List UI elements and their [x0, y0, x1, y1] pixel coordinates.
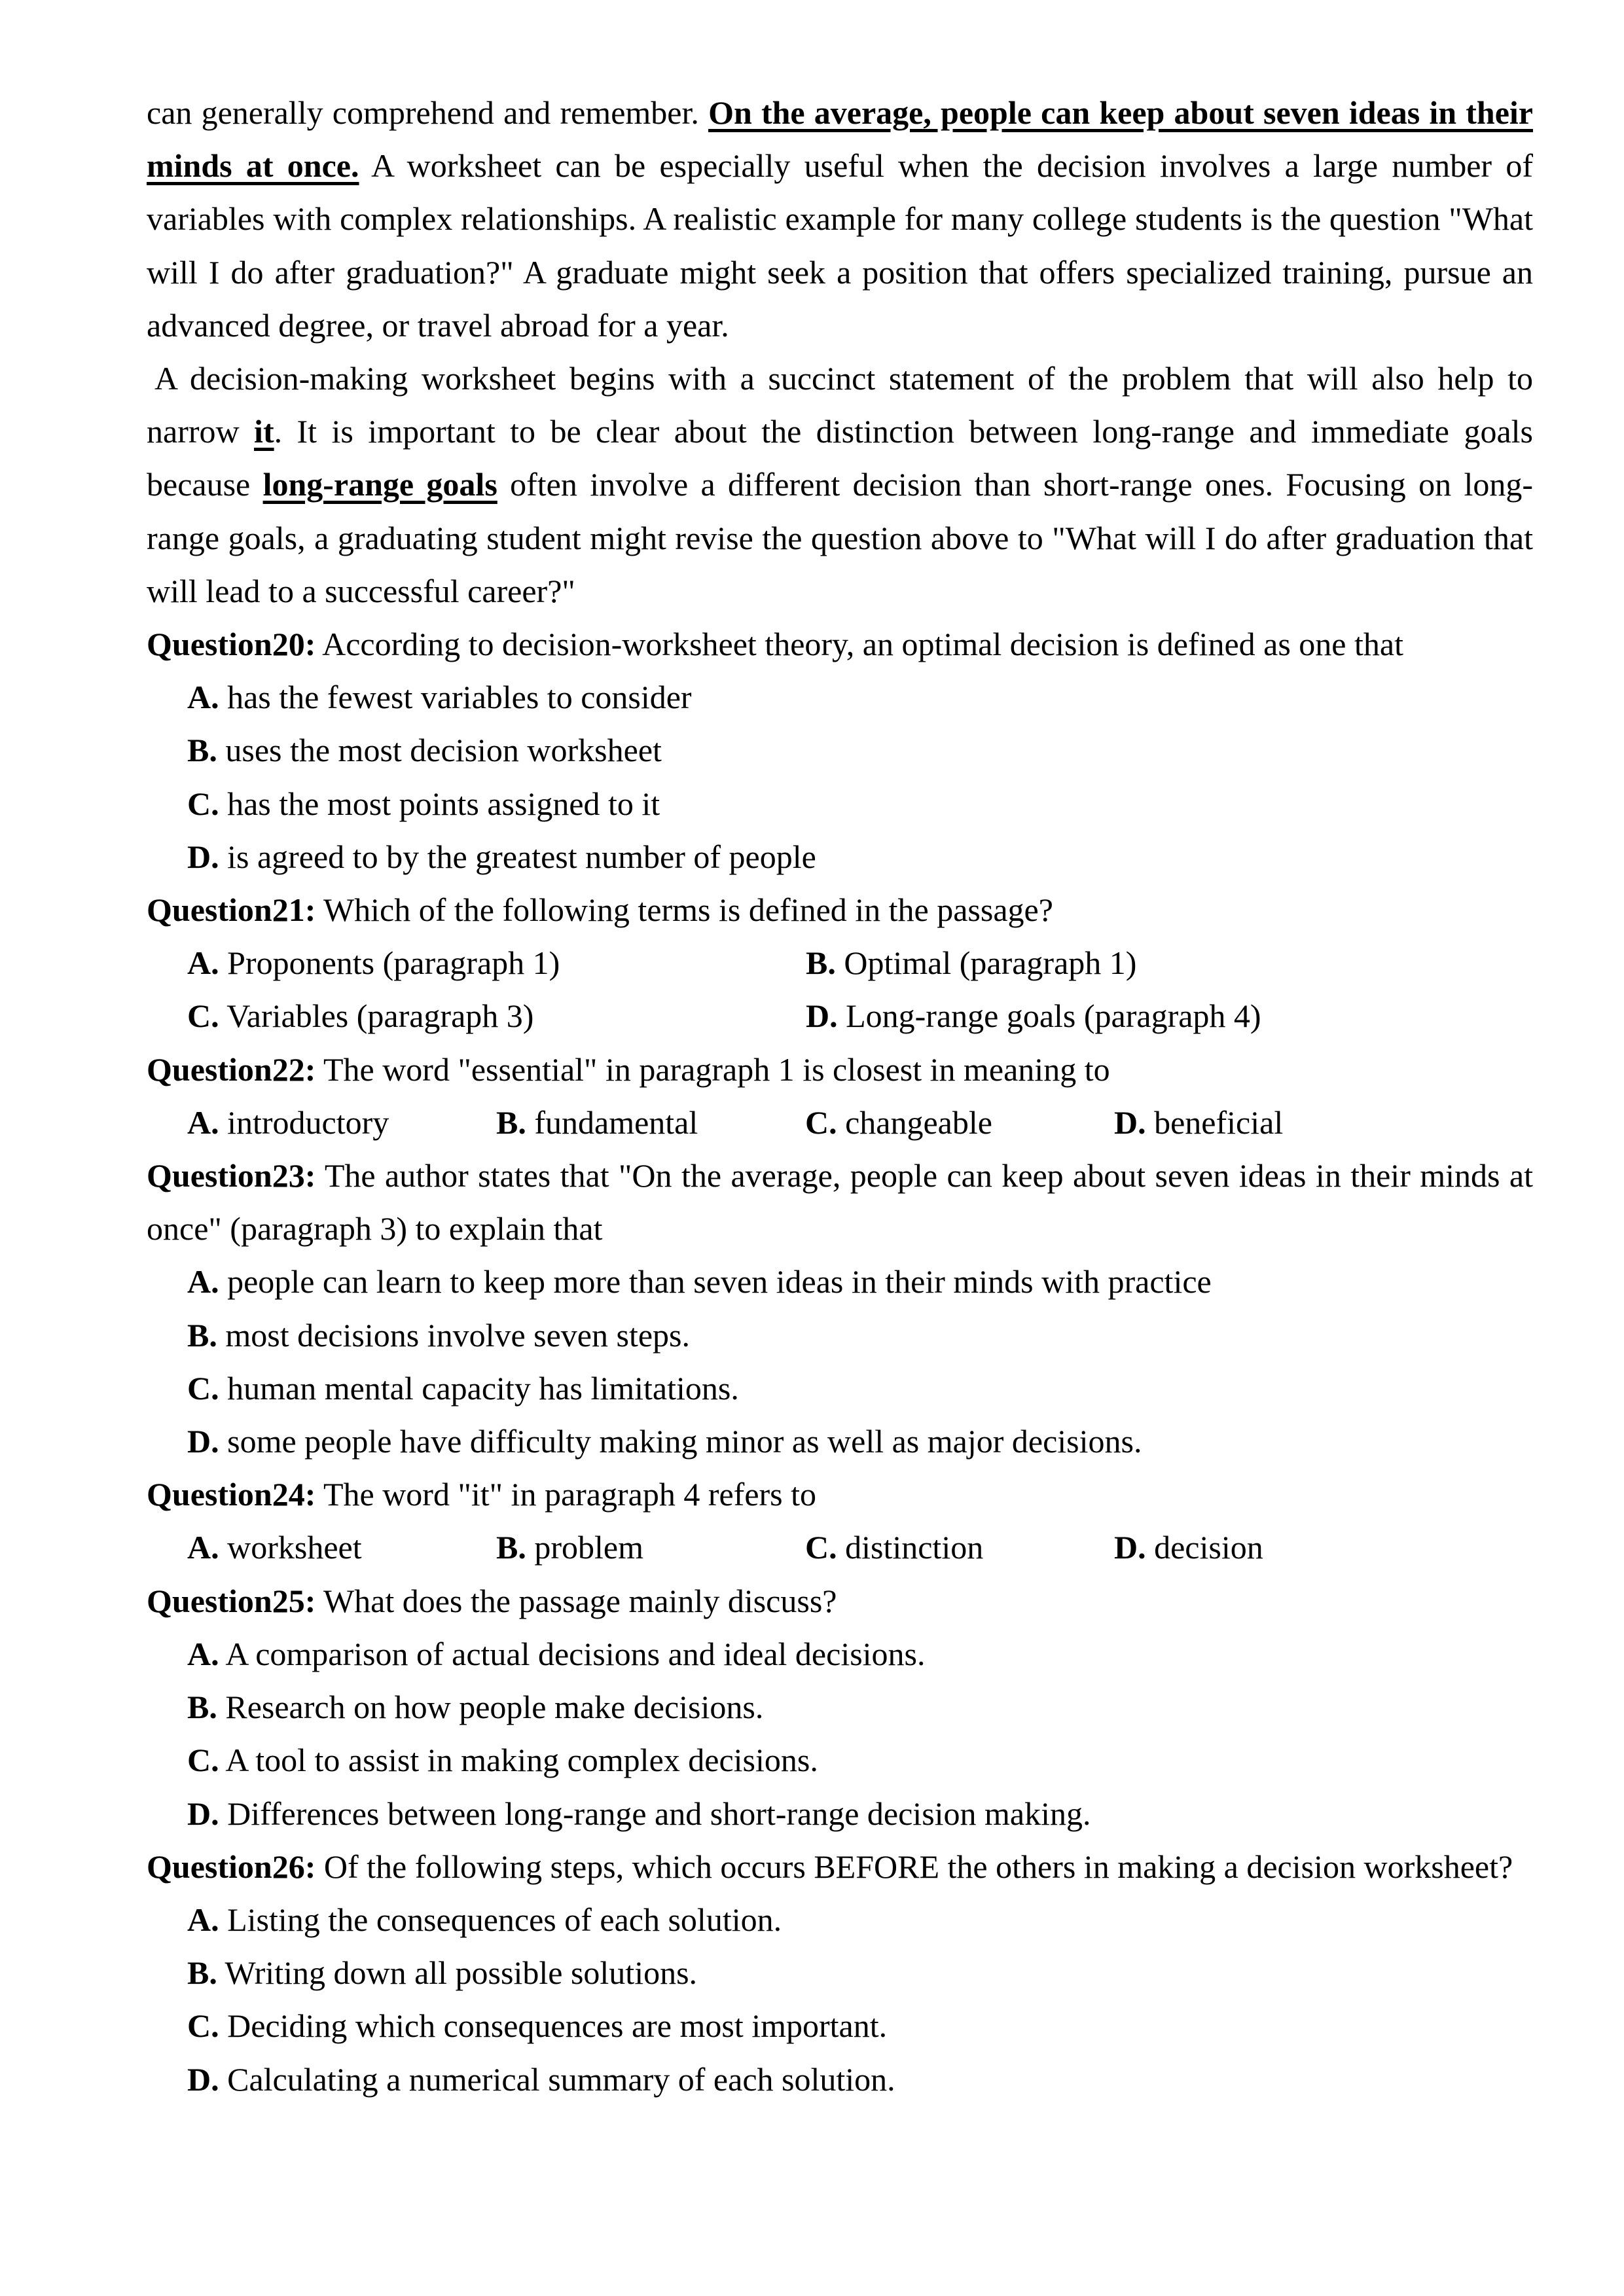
option-text: Deciding which consequences are most important. [219, 2007, 888, 2045]
question-26 [147, 1840, 1533, 2106]
question-20 [147, 618, 1533, 884]
option-text: human mental capacity has limitations. [219, 1369, 739, 1407]
option-letter: D. [806, 997, 838, 1035]
option-b[interactable] [187, 1681, 1533, 1734]
option-c[interactable] [187, 1734, 1533, 1787]
highlighted-sentence: On the average, people can keep about seven ideas in their minds at once. [147, 94, 1533, 185]
option-text: Listing the consequences of each solution. [219, 1901, 782, 1938]
question-text: Of the following steps, which occurs BEFORE the others in making a decision worksheet? [316, 1848, 1513, 1885]
question-stem [147, 1043, 1533, 1096]
option-letter: B. [806, 944, 836, 982]
option-c[interactable] [187, 990, 806, 1043]
question-25 [147, 1575, 1533, 1840]
option-b[interactable] [496, 1096, 805, 1149]
question-text: According to decision-worksheet theory, an optimal decision is defined as one that [316, 626, 1403, 663]
question-stem [147, 1840, 1533, 1893]
option-d[interactable] [187, 1787, 1533, 1840]
question-label: Question25: [147, 1582, 316, 1619]
option-a[interactable] [187, 1628, 1533, 1681]
question-text: The word "it" in paragraph 4 refers to [316, 1476, 817, 1513]
option-text: changeable [837, 1103, 992, 1141]
passage-paragraph-4 [147, 352, 1533, 618]
paragraph-text: often involve a different decision than short-range ones. Focusing on long-range goals, a graduating student might revise the question above to "What will I do after graduation that will lead to a successful career?" [147, 466, 1533, 609]
paragraph-text: A decision-making worksheet begins with a succinct statement of the problem that will also help to narrow [147, 360, 1533, 450]
option-letter: C. [187, 785, 219, 822]
option-letter: A. [187, 944, 219, 982]
question-text: The word "essential" in paragraph 1 is closest in meaning to [316, 1050, 1110, 1088]
option-letter: B. [187, 732, 217, 769]
question-label: Question21: [147, 891, 316, 929]
option-letter: A. [187, 1263, 219, 1300]
option-d[interactable] [1114, 1096, 1423, 1149]
question-21 [147, 884, 1533, 1043]
option-letter: A. [187, 1103, 219, 1141]
option-a[interactable] [187, 1255, 1533, 1308]
option-text: Proponents (paragraph 1) [219, 944, 560, 982]
option-text: Calculating a numerical summary of each solution. [219, 2060, 895, 2098]
option-c[interactable] [805, 1521, 1114, 1574]
option-a[interactable] [187, 671, 1533, 724]
options-list [147, 671, 1533, 884]
options-list [147, 1255, 1533, 1468]
question-24 [147, 1468, 1533, 1574]
option-text: decision [1146, 1529, 1263, 1566]
option-letter: A. [187, 1635, 219, 1672]
option-text: has the most points assigned to it [219, 785, 660, 822]
option-letter: D. [187, 1423, 219, 1460]
option-a[interactable] [187, 1096, 496, 1149]
option-c[interactable] [187, 2000, 1533, 2053]
option-text: beneficial [1146, 1103, 1284, 1141]
question-label: Question23: [147, 1157, 316, 1194]
question-stem [147, 1468, 1533, 1521]
option-text: uses the most decision worksheet [217, 732, 662, 769]
question-22 [147, 1043, 1533, 1149]
option-letter: D. [187, 2060, 219, 2098]
option-c[interactable] [805, 1096, 1114, 1149]
option-d[interactable] [187, 831, 1533, 884]
option-letter: B. [496, 1103, 526, 1141]
option-letter: C. [805, 1529, 837, 1566]
option-b[interactable] [496, 1521, 805, 1574]
option-letter: C. [805, 1103, 837, 1141]
question-text: Which of the following terms is defined in the passage? [316, 891, 1053, 929]
option-b[interactable] [187, 1309, 1533, 1362]
question-stem [147, 1149, 1533, 1255]
option-text: distinction [837, 1529, 984, 1566]
paragraph-text: can generally comprehend and remember. [147, 94, 709, 131]
option-text: people can learn to keep more than seven ideas in their minds with practice [219, 1263, 1212, 1300]
option-letter: B. [187, 1954, 217, 1992]
option-text: Writing down all possible solutions. [217, 1954, 698, 1992]
options-list [147, 1893, 1533, 2106]
option-letter: D. [187, 838, 219, 875]
paragraph-text: . It is important to be clear about the distinction between long-range and immediate goals because [147, 413, 1533, 503]
option-text: most decisions involve seven steps. [217, 1316, 691, 1354]
option-c[interactable] [187, 778, 1533, 831]
option-b[interactable] [187, 1946, 1533, 2000]
question-stem [147, 618, 1533, 671]
option-letter: D. [1114, 1103, 1146, 1141]
passage-paragraph-3 [147, 86, 1533, 352]
question-23 [147, 1149, 1533, 1468]
option-letter: C. [187, 1742, 219, 1779]
option-b[interactable] [806, 937, 1424, 990]
highlighted-word-it: it [254, 413, 274, 450]
option-text: fundamental [526, 1103, 698, 1141]
question-label: Question24: [147, 1476, 316, 1513]
question-label: Question26: [147, 1848, 316, 1885]
options-grid [147, 937, 1533, 1043]
option-text: has the fewest variables to consider [219, 679, 692, 716]
option-text: worksheet [219, 1529, 362, 1566]
option-d[interactable] [1114, 1521, 1423, 1574]
option-a[interactable] [187, 937, 806, 990]
question-text: The author states that "On the average, people can keep about seven ideas in their minds at once" (paragraph 3) to explain that [147, 1157, 1533, 1247]
question-label: Question22: [147, 1050, 316, 1088]
option-d[interactable] [806, 990, 1424, 1043]
option-text: is agreed to by the greatest number of people [219, 838, 816, 875]
option-letter: B. [496, 1529, 526, 1566]
option-text: Variables (paragraph 3) [219, 997, 534, 1035]
option-text: A tool to assist in making complex decisions. [219, 1742, 818, 1779]
option-a[interactable] [187, 1521, 496, 1574]
option-text: problem [526, 1529, 643, 1566]
option-text: Long-range goals (paragraph 4) [837, 997, 1261, 1035]
option-letter: B. [187, 1689, 217, 1726]
option-letter: D. [1114, 1529, 1146, 1566]
paragraph-text: A worksheet can be especially useful when the decision involves a large number of variables with complex relationships. A realistic example for many college students is the question "What will I do after graduation?" A graduate might seek a position that offers specialized training, pursue an advanced degree, or travel abroad for a year. [147, 147, 1533, 344]
option-d[interactable] [187, 1415, 1533, 1468]
option-b[interactable] [187, 724, 1533, 777]
document-page [147, 86, 1533, 2106]
option-letter: A. [187, 1529, 219, 1566]
option-text: Optimal (paragraph 1) [835, 944, 1137, 982]
option-c[interactable] [187, 1362, 1533, 1415]
option-letter: A. [187, 679, 219, 716]
option-letter: A. [187, 1901, 219, 1938]
highlighted-phrase-long-range-goals: long-range goals [262, 466, 497, 503]
option-text: A comparison of actual decisions and ideal decisions. [219, 1635, 926, 1672]
question-stem [147, 1575, 1533, 1628]
option-text: some people have difficulty making minor as well as major decisions. [219, 1423, 1142, 1460]
question-text: What does the passage mainly discuss? [316, 1582, 837, 1619]
options-row [147, 1096, 1533, 1149]
option-letter: B. [187, 1316, 217, 1354]
option-text: introductory [219, 1103, 389, 1141]
options-list [147, 1628, 1533, 1840]
question-stem [147, 884, 1533, 937]
option-letter: C. [187, 2007, 219, 2045]
option-text: Research on how people make decisions. [217, 1689, 764, 1726]
option-d[interactable] [187, 2053, 1533, 2106]
options-row [147, 1521, 1533, 1574]
option-a[interactable] [187, 1893, 1533, 1946]
option-letter: C. [187, 997, 219, 1035]
option-letter: C. [187, 1369, 219, 1407]
option-text: Differences between long-range and short-range decision making. [219, 1795, 1091, 1832]
question-label: Question20: [147, 626, 316, 663]
option-letter: D. [187, 1795, 219, 1832]
